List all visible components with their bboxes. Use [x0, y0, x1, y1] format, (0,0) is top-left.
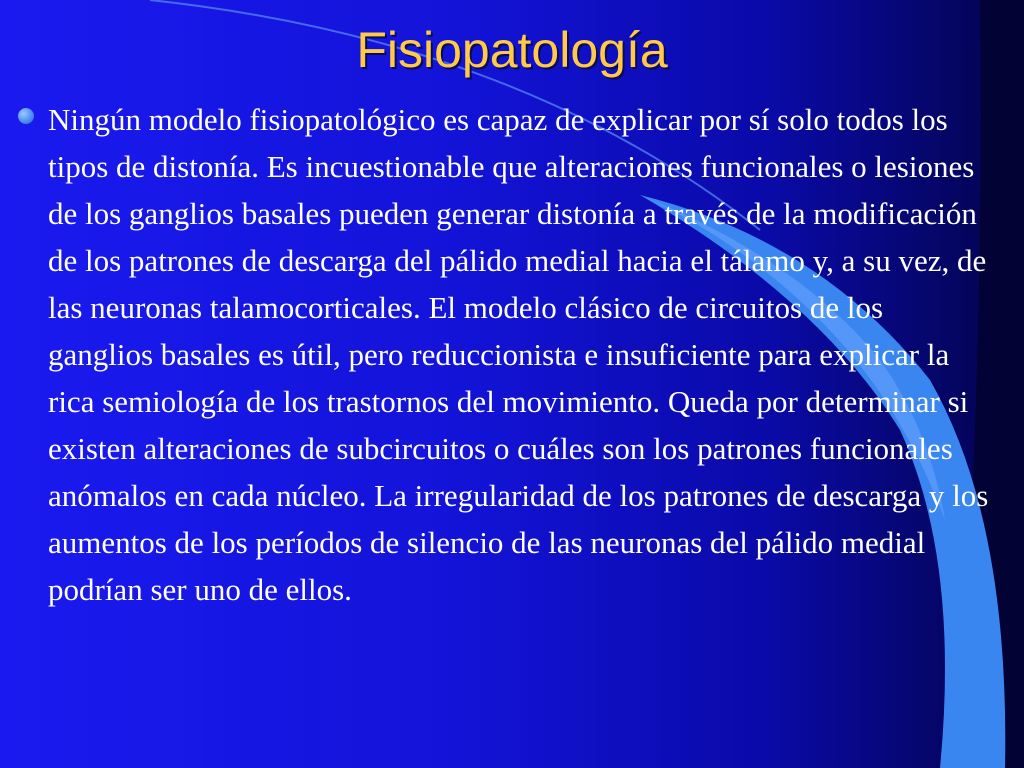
bullet-text: Ningún modelo fisiopatológico es capaz de explicar por sí solo todos los tipos de distonía. Es incuestionable que alteraciones funcionales o lesiones de los ganglios basales pueden generar distonía a través de la modificación de los patrones de descarga del pálido medial hacia el tálamo y, a su vez, de las neuronas talamocorticales. El modelo clásico de circuitos de los ganglios basales es útil, pero reduccionista e insuficiente para explicar la rica semiología de los trastornos del movimiento. Queda por determinar si existen alteraciones de subcircuitos o cuáles son los patrones funcionales anómalos en cada núcleo. La irregularidad de los patrones de descarga y los aumentos de los períodos de silencio de las neuronas del pálido medial podrían ser uno de ellos.: [48, 102, 989, 607]
slide-title: Fisiopatología: [356, 22, 668, 78]
bullet-dot-icon: [18, 108, 34, 124]
bullet-item: [18, 96, 998, 613]
slide-content: [18, 96, 998, 613]
